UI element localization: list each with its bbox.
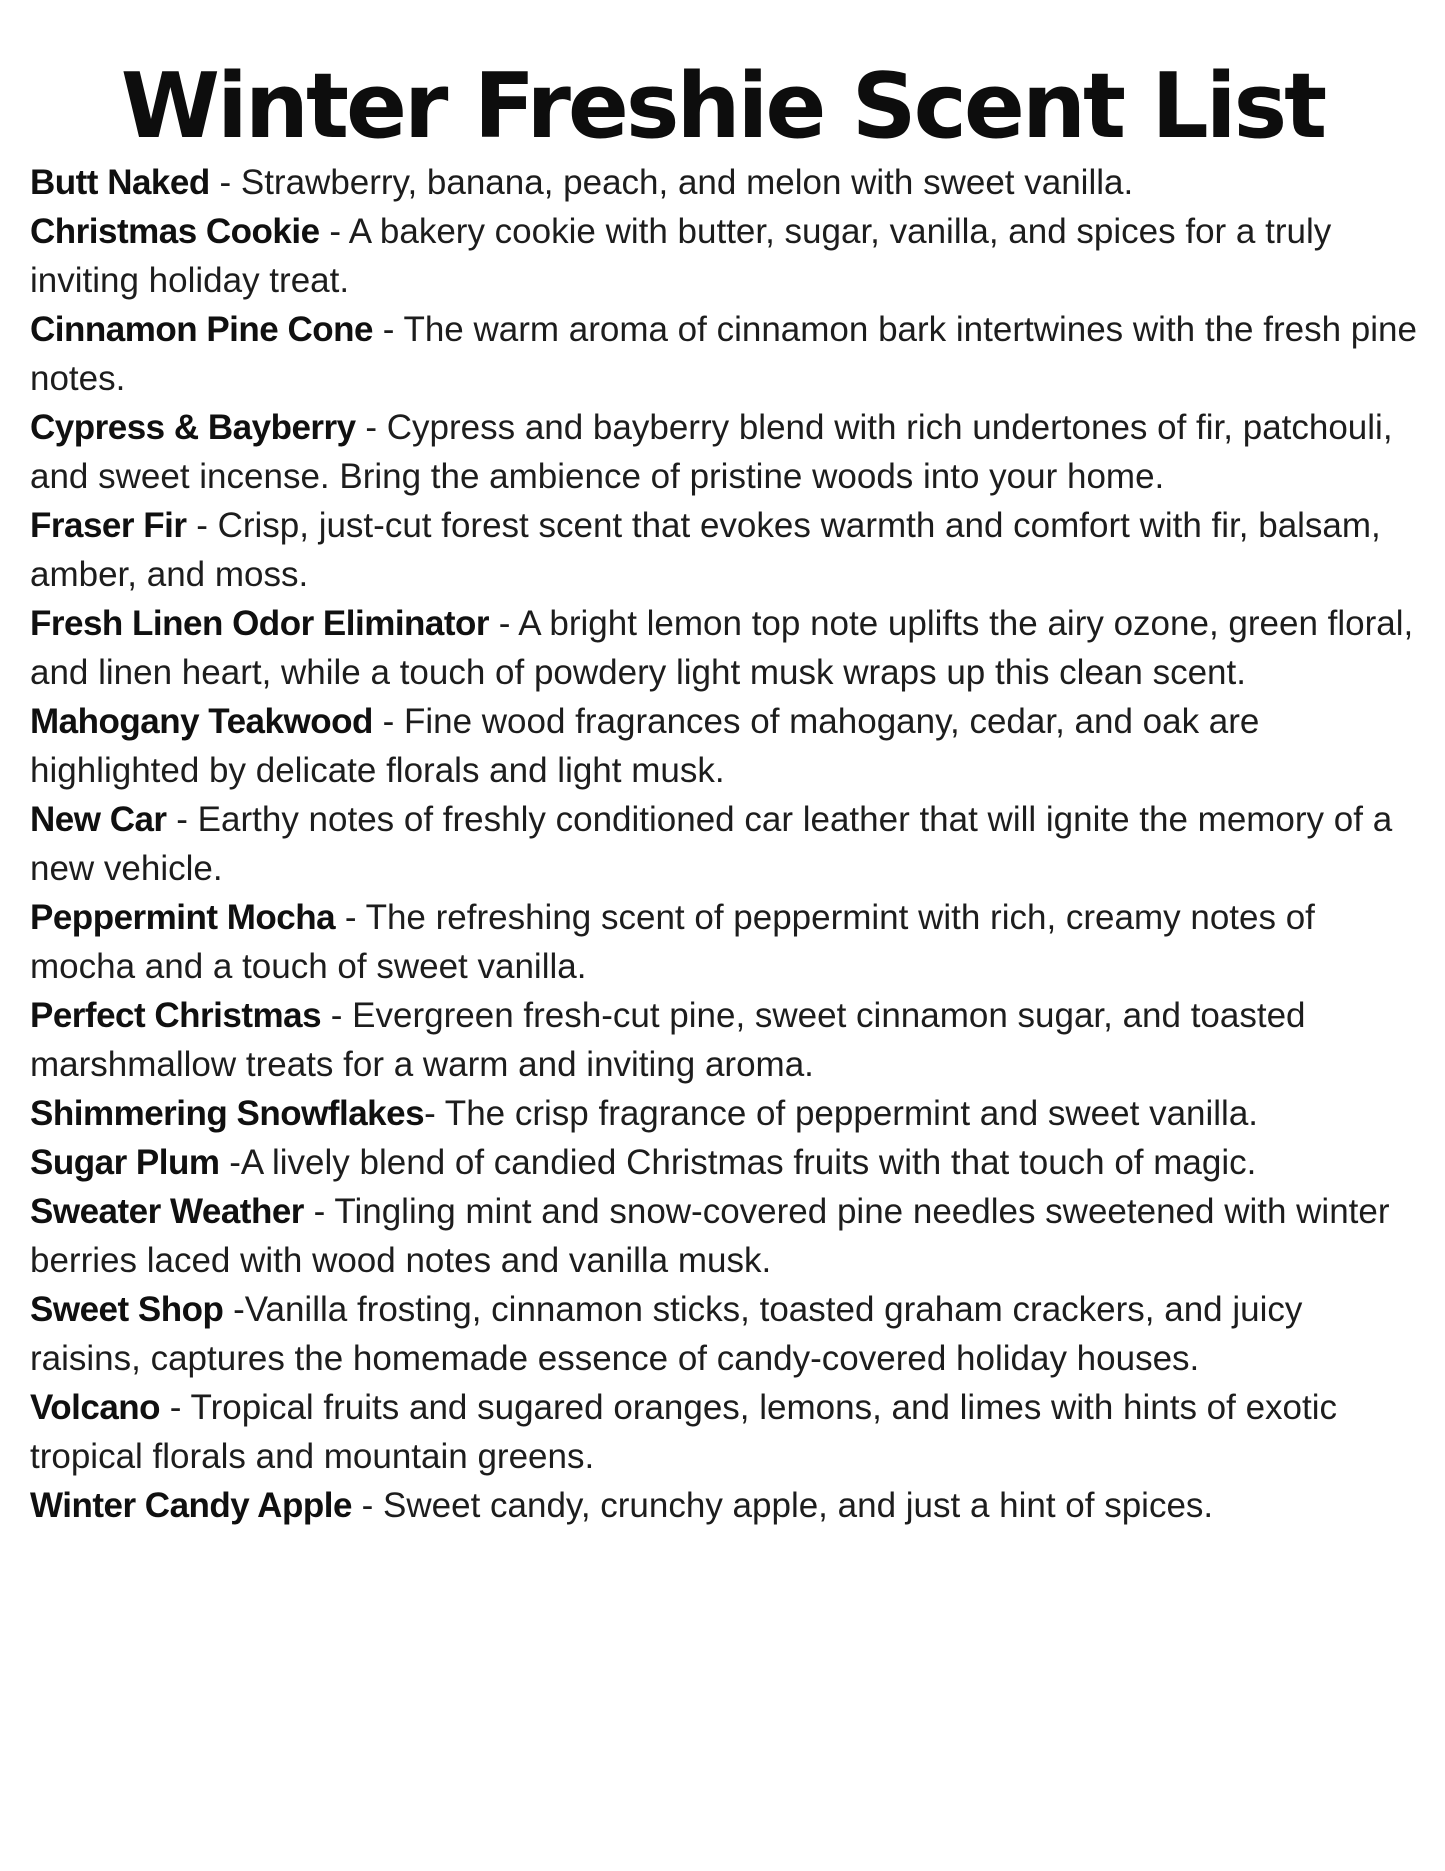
scent-name: Sugar Plum	[30, 1143, 220, 1182]
scent-name: Peppermint Mocha	[30, 898, 336, 937]
scent-description: - Tingling mint and snow-covered pine needles sweetened with winter berries laced with wood notes and vanilla musk.	[30, 1192, 1390, 1280]
scent-description: - Tropical fruits and sugared oranges, lemons, and limes with hints of exotic tropical florals and mountain greens.	[30, 1388, 1338, 1476]
scent-description: -Vanilla frosting, cinnamon sticks, toasted graham crackers, and juicy raisins, captures the homemade essence of candy-covered holiday houses.	[30, 1290, 1303, 1378]
scent-item	[30, 795, 1420, 893]
scent-item	[30, 158, 1420, 207]
scent-description: - Fine wood fragrances of mahogany, cedar, and oak are highlighted by delicate florals and light musk.	[30, 702, 1260, 790]
scent-name: Sweater Weather	[30, 1192, 304, 1231]
scent-description: - Evergreen fresh-cut pine, sweet cinnamon sugar, and toasted marshmallow treats for a warm and inviting aroma.	[30, 996, 1306, 1084]
scent-item	[30, 207, 1420, 305]
scent-description: - Crisp, just-cut forest scent that evokes warmth and comfort with fir, balsam, amber, and moss.	[30, 506, 1381, 594]
scent-name: Fraser Fir	[30, 506, 187, 545]
scent-description: -A lively blend of candied Christmas fruits with that touch of magic.	[219, 1143, 1257, 1182]
scent-name: Christmas Cookie	[30, 212, 320, 251]
scent-item	[30, 599, 1420, 697]
scent-name: Winter Candy Apple	[30, 1486, 352, 1525]
scent-item	[30, 305, 1420, 403]
scent-name: Perfect Christmas	[30, 996, 322, 1035]
scent-name: Cypress & Bayberry	[30, 408, 356, 447]
scent-name: Mahogany Teakwood	[30, 702, 373, 741]
scent-description: - Earthy notes of freshly conditioned car leather that will ignite the memory of a new vehicle.	[30, 800, 1393, 888]
scent-name: Cinnamon Pine Cone	[30, 310, 373, 349]
scent-description: - The crisp fragrance of peppermint and sweet vanilla.	[424, 1094, 1259, 1133]
scent-name: Butt Naked	[30, 163, 210, 202]
scent-name: New Car	[30, 800, 167, 839]
scent-description: - Strawberry, banana, peach, and melon with sweet vanilla.	[209, 163, 1134, 202]
scent-item	[30, 1187, 1420, 1285]
scent-item	[30, 403, 1420, 501]
scent-item	[30, 1285, 1420, 1383]
scent-description: - The warm aroma of cinnamon bark intertwines with the fresh pine notes.	[30, 310, 1417, 398]
scent-list	[0, 158, 1445, 1530]
scent-item	[30, 697, 1420, 795]
scent-description: - The refreshing scent of peppermint with rich, creamy notes of mocha and a touch of sweet vanilla.	[30, 898, 1315, 986]
scent-description: - Cypress and bayberry blend with rich undertones of fir, patchouli, and sweet incense. Bring the ambience of pristine woods into your home.	[30, 408, 1393, 496]
scent-description: - Sweet candy, crunchy apple, and just a hint of spices.	[351, 1486, 1214, 1525]
scent-name: Shimmering Snowflakes	[30, 1094, 425, 1133]
scent-item	[30, 991, 1420, 1089]
scent-item	[30, 1383, 1420, 1481]
scent-description: - A bright lemon top note uplifts the airy ozone, green floral, and linen heart, while a touch of powdery light musk wraps up this clean scent.	[30, 604, 1414, 692]
scent-item	[30, 1481, 1420, 1530]
scent-description: - A bakery cookie with butter, sugar, vanilla, and spices for a truly inviting holiday treat.	[30, 212, 1332, 300]
scent-name: Sweet Shop	[30, 1290, 224, 1329]
scent-item	[30, 1138, 1420, 1187]
scent-name: Fresh Linen Odor Eliminator	[30, 604, 490, 643]
scent-name: Volcano	[30, 1388, 161, 1427]
page-title: Winter Freshie Scent List	[120, 54, 1325, 159]
scent-item	[30, 501, 1420, 599]
scent-item	[30, 893, 1420, 991]
scent-item	[30, 1089, 1420, 1138]
